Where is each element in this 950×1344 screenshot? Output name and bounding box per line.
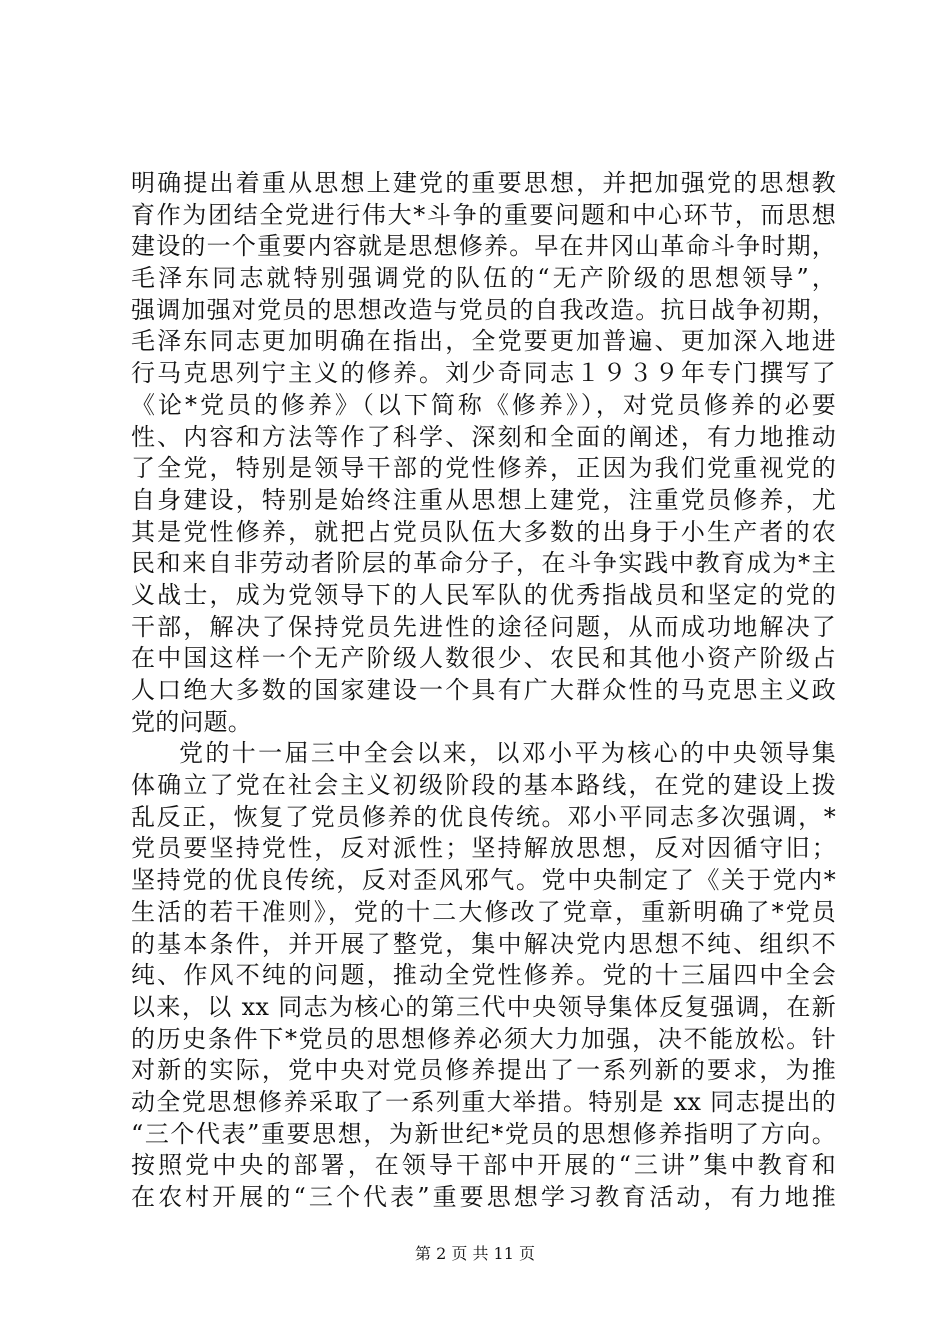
text-line: 坚持党的优良传统，反对歪风邪气。党中央制定了《关于党内* xyxy=(131,866,836,895)
text-line: 建设的一个重要内容就是思想修养。早在井冈山革命斗争时期， xyxy=(131,232,836,261)
paragraph-start-line: 党的十一届三中全会以来，以邓小平为核心的中央领导集 xyxy=(179,739,836,768)
text-line: 明确提出着重从思想上建党的重要思想，并把加强党的思想教 xyxy=(131,169,836,197)
text-line: 毛泽东同志就特别强调党的队伍的“无产阶级的思想领导”， xyxy=(131,264,836,293)
text-line: 乱反正，恢复了党员修养的优良传统。邓小平同志多次强调，* xyxy=(131,802,836,831)
text-line: 其是党性修养，就把占党员队伍大多数的出身于小生产者的农 xyxy=(131,517,836,546)
text-line: 按照党中央的部署，在领导干部中开展的“三讲”集中教育和 xyxy=(131,1151,836,1180)
text-line: 以来，以 xx 同志为核心的第三代中央领导集体反复强调，在新 xyxy=(131,992,836,1021)
text-line: 《论*党员的修养》（以下简称《修养》），对党员修养的必要 xyxy=(131,390,836,419)
text-line: 的基本条件，并开展了整党，集中解决党内思想不纯、组织不 xyxy=(131,929,836,958)
text-line: 党员要坚持党性，反对派性；坚持解放思想，反对因循守旧； xyxy=(131,834,836,863)
text-line: 行马克思列宁主义的修养。刘少奇同志１９３９年专门撰写了 xyxy=(131,359,836,388)
text-line: 强调加强对党员的思想改造与党员的自我改造。抗日战争初期， xyxy=(131,295,836,324)
text-line: 育作为团结全党进行伟大*斗争的重要问题和中心环节，而思想 xyxy=(131,200,836,229)
text-line: 在中国这样一个无产阶级人数很少、农民和其他小资产阶级占 xyxy=(131,644,836,673)
text-line: 干部，解决了保持党员先进性的途径问题，从而成功地解决了 xyxy=(131,612,836,641)
text-line: 的历史条件下*党员的思想修养必须大力加强，决不能放松。针 xyxy=(131,1024,836,1053)
text-line: 纯、作风不纯的问题，推动全党性修养。党的十三届四中全会 xyxy=(131,961,836,990)
text-line: 义战士，成为党领导下的人民军队的优秀指战员和坚定的党的 xyxy=(131,580,836,609)
page-number-footer: 第 2 页 共 11 页 xyxy=(415,1244,535,1263)
text-line: 生活的若干准则》，党的十二大修改了党章，重新明确了*党员 xyxy=(131,897,836,926)
text-line: 毛泽东同志更加明确在指出，全党要更加普遍、更加深入地进 xyxy=(131,327,836,356)
text-line: 对新的实际，党中央对党员修养提出了一系列新的要求，为推 xyxy=(131,1056,836,1085)
text-line: 民和来自非劳动者阶层的革命分子，在斗争实践中教育成为*主 xyxy=(131,549,836,578)
text-line: 性、内容和方法等作了科学、深刻和全面的阐述，有力地推动 xyxy=(131,422,836,451)
text-line: 自身建设，特别是始终注重从思想上建党，注重党员修养，尤 xyxy=(131,485,836,514)
text-line: 体确立了党在社会主义初级阶段的基本路线，在党的建设上拨 xyxy=(131,771,836,800)
text-line: “三个代表”重要思想，为新世纪*党员的思想修养指明了方向。 xyxy=(131,1119,836,1148)
paragraph-end-line: 党的问题。 xyxy=(131,707,252,736)
text-line: 了全党，特别是领导干部的党性修养，正因为我们党重视党的 xyxy=(131,454,836,483)
text-line: 动全党思想修养采取了一系列重大举措。特别是 xx 同志提出的 xyxy=(131,1087,836,1116)
text-line: 在农村开展的“三个代表”重要思想学习教育活动，有力地推 xyxy=(131,1183,836,1211)
text-line: 人口绝大多数的国家建设一个具有广大群众性的马克思主义政 xyxy=(131,676,836,704)
document-body xyxy=(131,168,836,1214)
